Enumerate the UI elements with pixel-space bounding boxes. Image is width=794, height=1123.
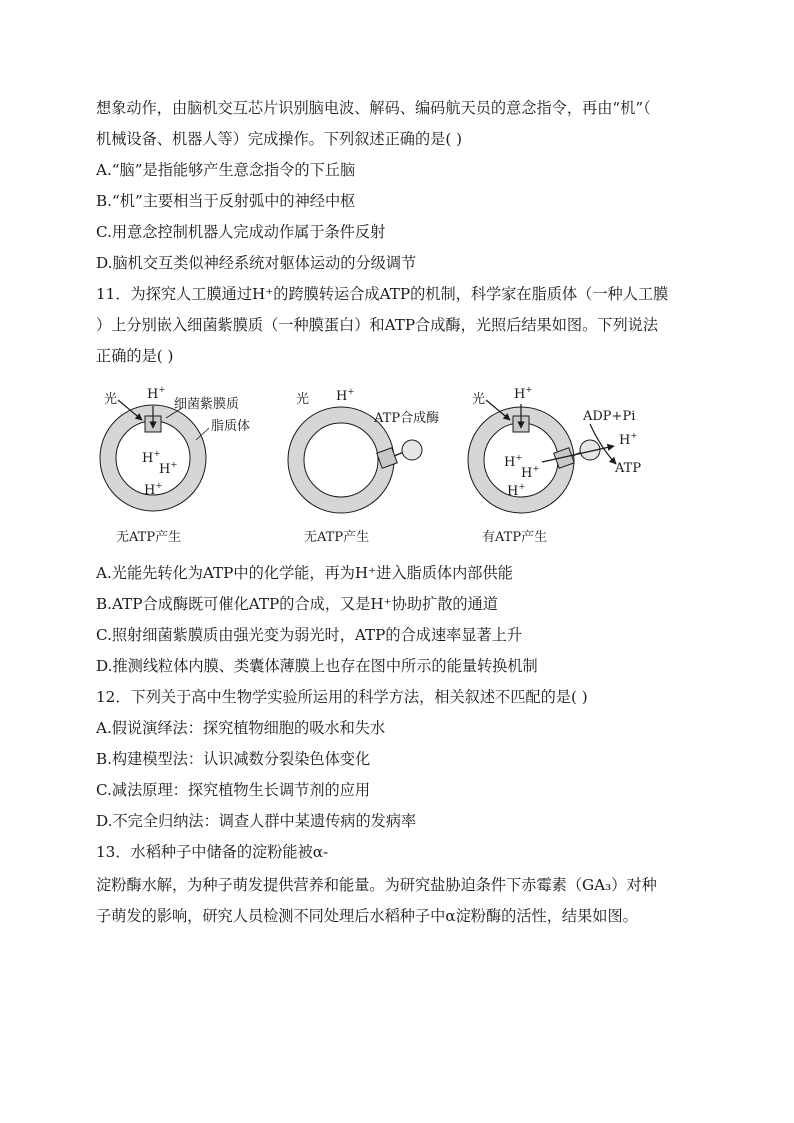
svg-text:光: 光 bbox=[104, 392, 118, 407]
svg-text:H+: H+ bbox=[619, 431, 638, 448]
svg-text:有ATP产生: 有ATP产生 bbox=[482, 530, 548, 545]
question-12-stem: 12．下列关于高中生物学实验所运用的科学方法，相关叙述不匹配的是( ) bbox=[96, 688, 588, 706]
option-a: A.光能先转化为ATP中的化学能，再为H⁺进入脂质体内部供能 bbox=[96, 564, 513, 582]
question-13-stem: 淀粉酶水解，为种子萌发提供营养和能量。为研究盐胁迫条件下赤霉素（GA₃）对种 bbox=[96, 876, 657, 894]
svg-text:H+: H+ bbox=[521, 464, 540, 481]
svg-text:无ATP产生: 无ATP产生 bbox=[116, 530, 182, 545]
option-d: D.不完全归纳法：调查人群中某遗传病的发病率 bbox=[96, 812, 417, 830]
svg-text:H+: H+ bbox=[507, 482, 526, 499]
atp-synthase-head bbox=[402, 440, 422, 460]
question-11-stem: 正确的是( ) bbox=[96, 347, 174, 365]
liposome-diagram bbox=[96, 378, 656, 553]
svg-text:H+: H+ bbox=[336, 387, 355, 404]
svg-text:脂质体: 脂质体 bbox=[211, 419, 251, 434]
svg-text:细菌紫膜质: 细菌紫膜质 bbox=[174, 397, 240, 412]
option-b: B.“机”主要相当于反射弧中的神经中枢 bbox=[96, 192, 356, 210]
option-b: B.构建模型法：认识减数分裂染色体变化 bbox=[96, 750, 371, 768]
svg-text:H+: H+ bbox=[144, 481, 163, 498]
panel-1 bbox=[100, 385, 250, 545]
option-c: C.照射细菌紫膜质由强光变为弱光时，ATP的合成速率显著上升 bbox=[96, 626, 523, 644]
option-a: A.假说演绎法：探究植物细胞的吸水和失水 bbox=[96, 719, 386, 737]
text-line: 机械设备、机器人等）完成操作。下列叙述正确的是( ) bbox=[96, 130, 462, 148]
svg-text:光: 光 bbox=[296, 392, 310, 407]
svg-text:无ATP产生: 无ATP产生 bbox=[304, 530, 370, 545]
svg-text:光: 光 bbox=[472, 392, 486, 407]
svg-text:ADP+Pi: ADP+Pi bbox=[583, 409, 636, 424]
panel-2 bbox=[288, 387, 439, 545]
option-d: D.推测线粒体内膜、类囊体薄膜上也存在图中所示的能量转换机制 bbox=[96, 657, 538, 675]
svg-text:H+: H+ bbox=[147, 385, 166, 402]
svg-text:ATP合成酶: ATP合成酶 bbox=[374, 411, 440, 426]
question-11-stem: ）上分别嵌入细菌紫膜质（一种膜蛋白）和ATP合成酶，光照后结果如图。下列说法 bbox=[96, 316, 659, 334]
panel-3 bbox=[468, 385, 641, 545]
option-a: A.“脑”是指能够产生意念指令的下丘脑 bbox=[96, 161, 356, 179]
question-13-stem: 子萌发的影响，研究人员检测不同处理后水稻种子中α淀粉酶的活性，结果如图。 bbox=[96, 907, 638, 925]
option-c: C.减法原理：探究植物生长调节剂的应用 bbox=[96, 781, 371, 799]
option-c: C.用意念控制机器人完成动作属于条件反射 bbox=[96, 223, 386, 241]
question-13-stem: 13．水稻种子中储备的淀粉能被α- bbox=[96, 843, 329, 861]
question-11-stem: 11．为探究人工膜通过H⁺的跨膜转运合成ATP的机制，科学家在脂质体（一种人工膜 bbox=[96, 285, 669, 303]
svg-text:H+: H+ bbox=[504, 453, 523, 470]
svg-text:H+: H+ bbox=[159, 460, 178, 477]
svg-text:H+: H+ bbox=[142, 449, 161, 466]
svg-text:ATP: ATP bbox=[615, 461, 642, 476]
option-b: B.ATP合成酶既可催化ATP的合成，又是H⁺协助扩散的通道 bbox=[96, 595, 498, 613]
text-line: 想象动作，由脑机交互芯片识别脑电波、解码、编码航天员的意念指令，再由“机”（ bbox=[96, 99, 651, 117]
svg-text:H+: H+ bbox=[514, 385, 533, 402]
option-d: D.脑机交互类似神经系统对躯体运动的分级调节 bbox=[96, 254, 417, 272]
